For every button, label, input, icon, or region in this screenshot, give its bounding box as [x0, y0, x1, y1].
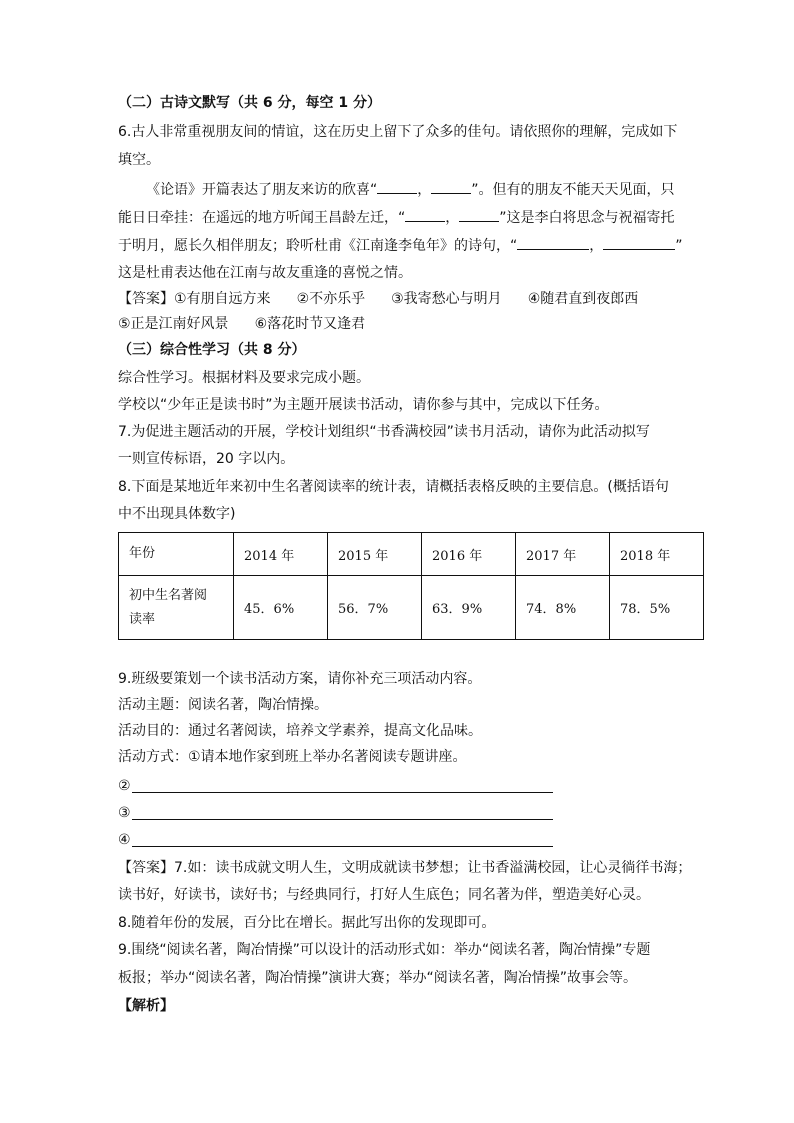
fill-separator: ，: [417, 182, 432, 198]
table-year-cell: 2018 年: [610, 533, 704, 576]
table-year-cell: 2017 年: [516, 533, 610, 576]
analysis-label: 【解析】: [118, 998, 174, 1014]
question-6-text-line1: 6.古人非常重视朋友间的情谊，这在历史上留下了众多的佳句。请依照你的理解，完成如下: [118, 124, 678, 140]
answer-blank-line[interactable]: [132, 819, 553, 820]
answer-blank-line[interactable]: [132, 792, 553, 793]
answer-text-line: 9.围绕“阅读名著，陶冶情操”可以设计的活动形式如：举办“阅读名著，陶冶情操”专题: [118, 942, 651, 958]
fill-text: ”这是李白将思念与祝福寄托: [499, 210, 675, 226]
answer-item: ⑤正是江南好风景: [118, 316, 229, 332]
answer-blank-line[interactable]: [132, 846, 553, 847]
fill-blank-5[interactable]: [517, 235, 589, 250]
answer-item: ⑥落花时节又逢君: [254, 316, 366, 332]
answer-text-line: 板报；举办“阅读名著，陶冶情操”演讲大赛；举办“阅读名著，陶冶情操”故事会等。: [118, 970, 638, 986]
question-8-text-line1: 8.下面是某地近年来初中生名著阅读率的统计表，请概括表格反映的主要信息。(概括语句: [118, 479, 669, 495]
fill-paragraph-line1: [146, 179, 675, 200]
answer-label: 【答案】: [118, 291, 174, 307]
activity-theme: 活动主题：阅读名著，陶冶情操。: [118, 697, 328, 713]
question-7-text-line2: 一则宣传标语，20 字以内。: [118, 451, 295, 467]
table-rate-cell: 78．5%: [610, 576, 704, 640]
question-7-text-line1: 7.为促进主题活动的开展，学校计划组织“书香满校园”读书月活动，请你为此活动拟写: [118, 424, 650, 440]
fill-paragraph-line3: [118, 235, 683, 256]
blank-number: ③: [118, 805, 131, 821]
table-year-cell: 2016 年: [422, 533, 516, 576]
fill-text: ”。但有的朋友不能天天见面，只: [471, 182, 675, 198]
fill-text: 《论语》开篇表达了朋友来访的欣喜“: [146, 182, 378, 198]
answer-item: ②不亦乐乎: [296, 291, 366, 307]
answer-row-1: [118, 289, 664, 309]
row-label-line: 读率: [129, 611, 156, 627]
answer-item: ①有朋自远方来: [174, 291, 271, 307]
fill-separator: ，: [589, 238, 604, 254]
table-row: [119, 533, 704, 576]
blank-number: ④: [118, 832, 131, 848]
fill-text: 能日日牵挂：在遥远的地方听闻王昌龄左迁，“: [118, 210, 406, 226]
table-row-label: [119, 576, 234, 640]
table-year-cell: 2014 年: [234, 533, 328, 576]
table-year-cell: 2015 年: [328, 533, 422, 576]
section-heading-poetry: （二）古诗文默写（共 6 分，每空 1 分）: [118, 95, 381, 111]
activity-goal: 活动目的：通过名著阅读，培养文学素养，提高文化品味。: [118, 723, 482, 739]
table-rate-cell: 56．7%: [328, 576, 422, 640]
blank-number: ②: [118, 778, 131, 794]
section-intro-2: 学校以“少年正是读书时”为主题开展读书活动，请你参与其中，完成以下任务。: [118, 397, 609, 413]
table-rate-cell: 45．6%: [234, 576, 328, 640]
activity-method: 活动方式：①请本地作家到班上举办名著阅读专题讲座。: [118, 749, 467, 765]
fill-blank-4[interactable]: [459, 207, 499, 222]
answer-text-line: 读书好，好读书，读好书；与经典同行，打好人生底色；同名著为伴，塑造美好心灵。: [118, 887, 650, 903]
row-label-line: 初中生名著阅: [129, 587, 208, 603]
section-heading-integrated: （三）综合性学习（共 8 分）: [118, 342, 306, 358]
table-row: [119, 576, 704, 640]
question-6-text-line2: 填空。: [118, 152, 160, 168]
table-rate-cell: 74．8%: [516, 576, 610, 640]
fill-text: ”: [675, 238, 683, 254]
section-intro-1: 综合性学习。根据材料及要求完成小题。: [118, 370, 370, 386]
answer-item: ③我寄愁心与明月: [391, 291, 502, 307]
fill-blank-2[interactable]: [431, 179, 471, 194]
answer-row-2: [118, 314, 391, 334]
table-rate-cell: 63．9%: [422, 576, 516, 640]
fill-separator: ，: [445, 210, 460, 226]
reading-rate-table: [118, 532, 704, 640]
fill-paragraph-line4: 这是杜甫表达他在江南与故友重逢的喜悦之情。: [118, 265, 412, 281]
answer-item: ④随君直到夜郎西: [527, 291, 639, 307]
fill-paragraph-line2: [118, 207, 675, 228]
fill-text: 于明月，愿长久相伴朋友；聆听杜甫《江南逢李龟年》的诗句，“: [118, 238, 518, 254]
fill-blank-6[interactable]: [603, 235, 675, 250]
question-8-text-line2: 中不出现具体数字): [118, 506, 236, 522]
answer-text-line: 8.随着年份的发展，百分比在增长。据此写出你的发现即可。: [118, 915, 496, 931]
fill-blank-1[interactable]: [377, 179, 417, 194]
question-9-text: 9.班级要策划一个读书活动方案，请你补充三项活动内容。: [118, 671, 482, 687]
fill-blank-3[interactable]: [405, 207, 445, 222]
answer-text-line: 【答案】7.如：读书成就文明人生，文明成就读书梦想；让书香溢满校园，让心灵徜徉书海；: [118, 860, 692, 876]
table-header-cell: 年份: [119, 533, 234, 576]
